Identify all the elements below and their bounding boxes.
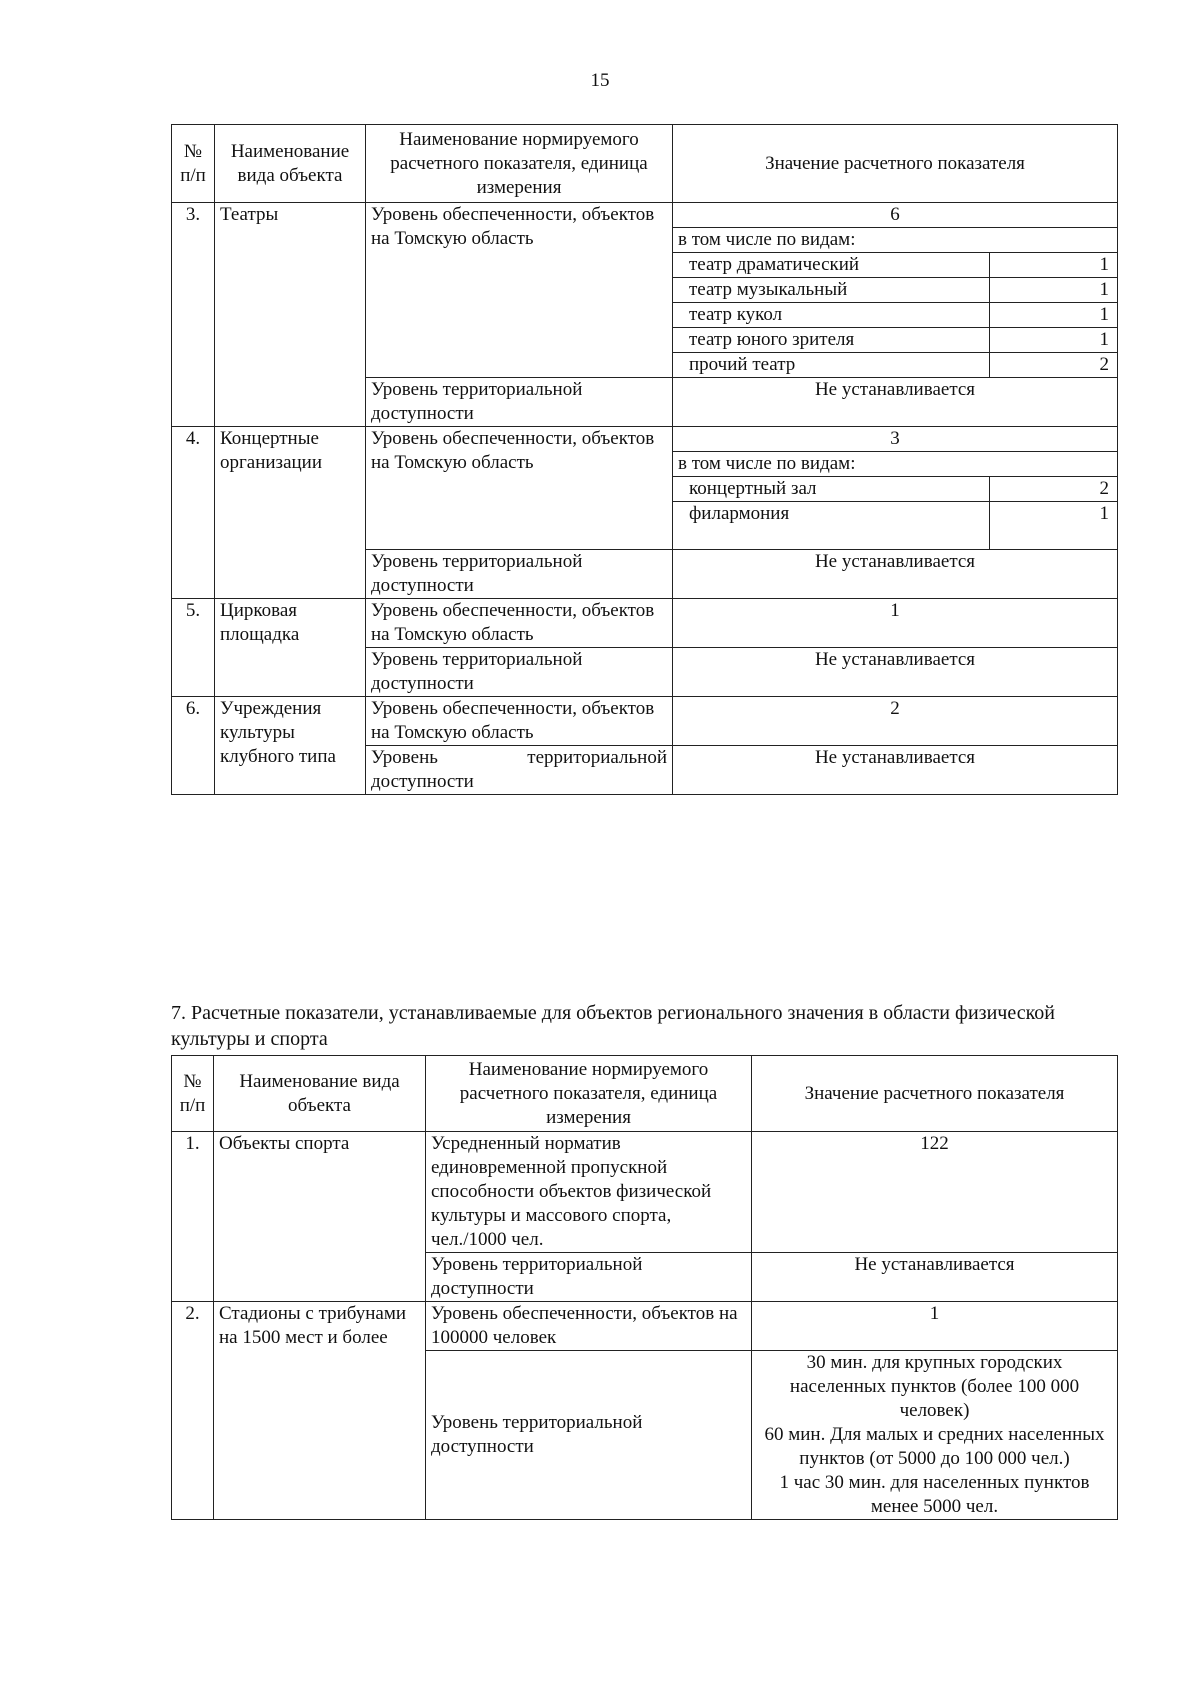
access-label: Уровень территориальной доступности — [426, 1351, 752, 1520]
page-number: 15 — [590, 70, 610, 91]
access-value — [752, 1351, 1118, 1520]
access-label: Уровень территориальной доступности — [366, 378, 673, 427]
table-header-row — [172, 125, 1118, 203]
section-heading: 7. Расчетные показатели, устанавливаемые для объектов регионального значения в области физической культуры и спорта — [171, 1002, 1055, 1050]
object-name: Учреждения культуры клубного типа — [215, 697, 366, 795]
provision-value: 1 — [752, 1302, 1118, 1351]
by-types-label: в том числе по видам: — [673, 228, 1118, 253]
access-value: Не устанавливается — [673, 746, 1118, 795]
object-name: Стадионы с трибунами на 1500 мест и более — [214, 1302, 426, 1520]
header-num: № п/п — [172, 1056, 214, 1132]
header-object-name: Наименование вида объекта — [214, 1056, 426, 1132]
access-value: Не устанавливается — [752, 1253, 1118, 1302]
row-number: 6. — [172, 697, 215, 795]
access-value: Не устанавливается — [673, 378, 1118, 427]
culture-objects-table — [171, 124, 1118, 795]
access-label — [366, 746, 673, 795]
type-name: филармония — [673, 502, 990, 550]
row-number: 4. — [172, 427, 215, 599]
table-row — [172, 1302, 1118, 1351]
provision-value: 2 — [673, 697, 1118, 746]
row-number: 2. — [172, 1302, 214, 1520]
header-indicator: Наименование нормируемого расчетного показателя, единица измерения — [426, 1056, 752, 1132]
type-value: 1 — [990, 328, 1118, 353]
access-label: Уровень территориальной доступности — [366, 550, 673, 599]
header-indicator: Наименование нормируемого расчетного показателя, единица измерения — [366, 125, 673, 203]
provision-label: Уровень обеспеченности, объектов на Томскую область — [366, 203, 673, 378]
table-row — [172, 427, 1118, 452]
type-name: театр юного зрителя — [673, 328, 990, 353]
access-value: Не устанавливается — [673, 648, 1118, 697]
row-number: 1. — [172, 1132, 214, 1302]
type-value: 1 — [990, 303, 1118, 328]
provision-label: Усредненный норматив единовременной пропускной способности объектов физической культуры и массового спорта, чел./1000 чел. — [426, 1132, 752, 1253]
access-label-first-line: Уровень территориальной — [371, 747, 667, 768]
table-row — [172, 1132, 1118, 1253]
access-label: Уровень территориальной доступности — [426, 1253, 752, 1302]
access-value-line: 1 час 30 мин. для населенных пунктов менее 5000 чел. — [779, 1472, 1090, 1517]
table-row — [172, 203, 1118, 228]
provision-value: 3 — [673, 427, 1118, 452]
access-value-line: 60 мин. Для малых и средних населенных пунктов (от 5000 до 100 000 чел.) — [764, 1424, 1105, 1469]
access-value: Не устанавливается — [673, 550, 1118, 599]
type-value: 1 — [990, 502, 1118, 550]
row-number: 5. — [172, 599, 215, 697]
header-object-name: Наименование вида объекта — [215, 125, 366, 203]
object-name: Объекты спорта — [214, 1132, 426, 1302]
type-value: 1 — [990, 253, 1118, 278]
header-value: Значение расчетного показателя — [752, 1056, 1118, 1132]
type-value: 2 — [990, 477, 1118, 502]
provision-value: 122 — [752, 1132, 1118, 1253]
type-value: 2 — [990, 353, 1118, 378]
access-value-line: 30 мин. для крупных городских населенных пунктов (более 100 000 человек) — [789, 1352, 1080, 1421]
provision-value: 6 — [673, 203, 1118, 228]
provision-label: Уровень обеспеченности, объектов на Томскую область — [366, 427, 673, 550]
provision-value: 1 — [673, 599, 1118, 648]
type-name: театр кукол — [673, 303, 990, 328]
access-label-second-line: доступности — [371, 771, 474, 792]
type-name: театр музыкальный — [673, 278, 990, 303]
sport-objects-table — [171, 1055, 1118, 1520]
table-row — [172, 697, 1118, 746]
header-value: Значение расчетного показателя — [673, 125, 1118, 203]
table-header-row — [172, 1056, 1118, 1132]
by-types-label: в том числе по видам: — [673, 452, 1118, 477]
access-label: Уровень территориальной доступности — [366, 648, 673, 697]
row-number: 3. — [172, 203, 215, 427]
object-name: Цирковая площадка — [215, 599, 366, 697]
type-name: театр драматический — [673, 253, 990, 278]
type-name: прочий театр — [673, 353, 990, 378]
table-row — [172, 599, 1118, 648]
object-name: Концертные организации — [215, 427, 366, 599]
type-value: 1 — [990, 278, 1118, 303]
type-name: концертный зал — [673, 477, 990, 502]
header-num: № п/п — [172, 125, 215, 203]
provision-label: Уровень обеспеченности, объектов на Томскую область — [366, 599, 673, 648]
provision-label: Уровень обеспеченности, объектов на 100000 человек — [426, 1302, 752, 1351]
provision-label: Уровень обеспеченности, объектов на Томскую область — [366, 697, 673, 746]
object-name: Театры — [215, 203, 366, 427]
